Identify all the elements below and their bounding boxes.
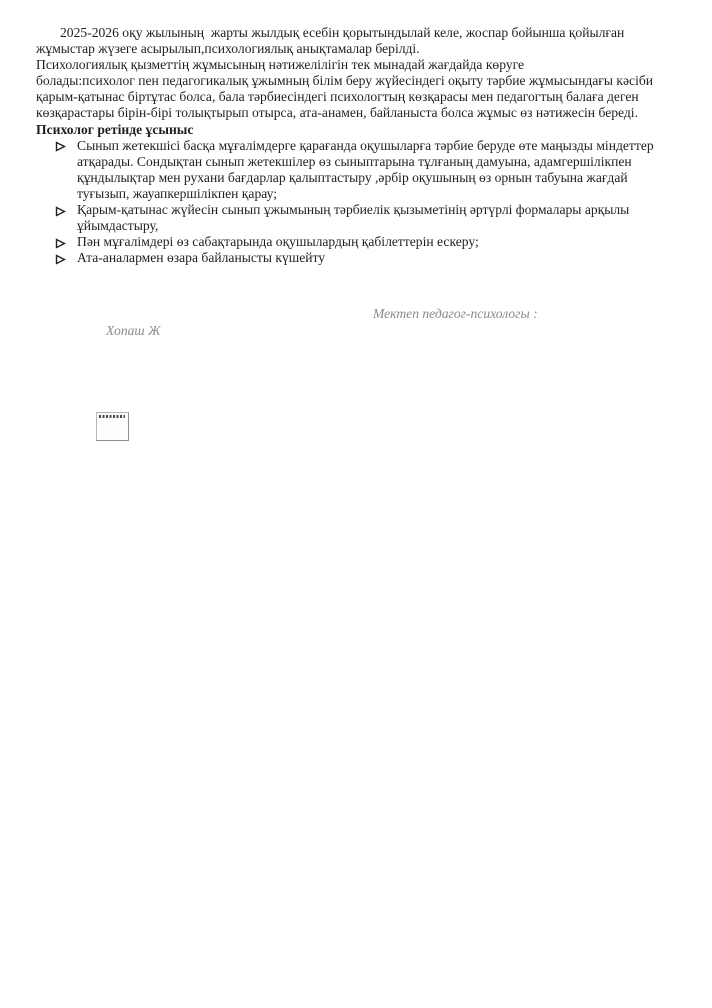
list-item <box>36 234 657 250</box>
section-heading: Психолог ретінде ұсыныс <box>36 121 194 137</box>
placeholder-microtext <box>99 415 125 418</box>
list-item-text: Пән мұғалімдері өз сабақтарында оқушылардың қабілеттерін ескеру; <box>77 234 479 250</box>
recommendations-list <box>36 138 657 267</box>
intro-paragraph: 2025-2026 оқу жылының жарты жылдық есебін қорытындылай келе, жоспар бойынша қойылған жұмыстар жүзеге асырылып,психологиялық анықтамалар берілді. <box>36 25 628 57</box>
signature-role-label: Мектеп педагог-психологы : <box>373 306 538 322</box>
list-item <box>36 138 657 202</box>
arrow-bullet-icon <box>55 253 66 264</box>
body-paragraph: болады:психолог пен педагогикалық ұжымның білім беру жүйесіндегі оқыту тәрбие жұмысындағы кәсіби қарым-қатынас біртұтас болса, бала тәрбиесіндегі психологтың көзқарасы мен педагогтың балаға деген көзқарастары бірін-бірі толықтырып отырса, ата-анамен, байланыста болса жұмыс өз нәтижесін береді. <box>36 73 657 121</box>
arrow-bullet-icon <box>55 205 66 216</box>
arrow-bullet-icon <box>55 237 66 248</box>
list-item-text: Қарым-қатынас жүйесін сынып ұжымының тәрбиелік қызыметінің әртүрлі формалары арқылы ұйымдастыру, <box>77 202 630 234</box>
list-item <box>36 250 657 266</box>
body-paragraph-line: Психологиялық қызметтің жұмысының нәтижелілігін тек мынадай жағдайда көруге <box>36 57 525 73</box>
arrow-bullet-icon <box>55 140 66 151</box>
signature-name: Хопаш Ж <box>106 322 161 338</box>
list-item-text: Ата-аналармен өзара байланысты күшейту <box>77 250 326 266</box>
list-item <box>36 202 657 234</box>
signature-line <box>36 306 657 338</box>
embedded-object-placeholder-icon <box>96 412 129 441</box>
list-item-text: Сынып жетекшісі басқа мұғалімдерге қарағанда оқушыларға тәрбие беруде өте маңызды міндеттер атқарады. Сондықтан сынып жетекшілер өз сыныптарына тұлғаның дамуына, адамгершілікпен құндылықтар мен рухани бағдарлар қалыптастыру ,әрбір оқушының өз орнын табуына жағдай туғызып, жауапкершілікпен қарау; <box>77 137 654 201</box>
